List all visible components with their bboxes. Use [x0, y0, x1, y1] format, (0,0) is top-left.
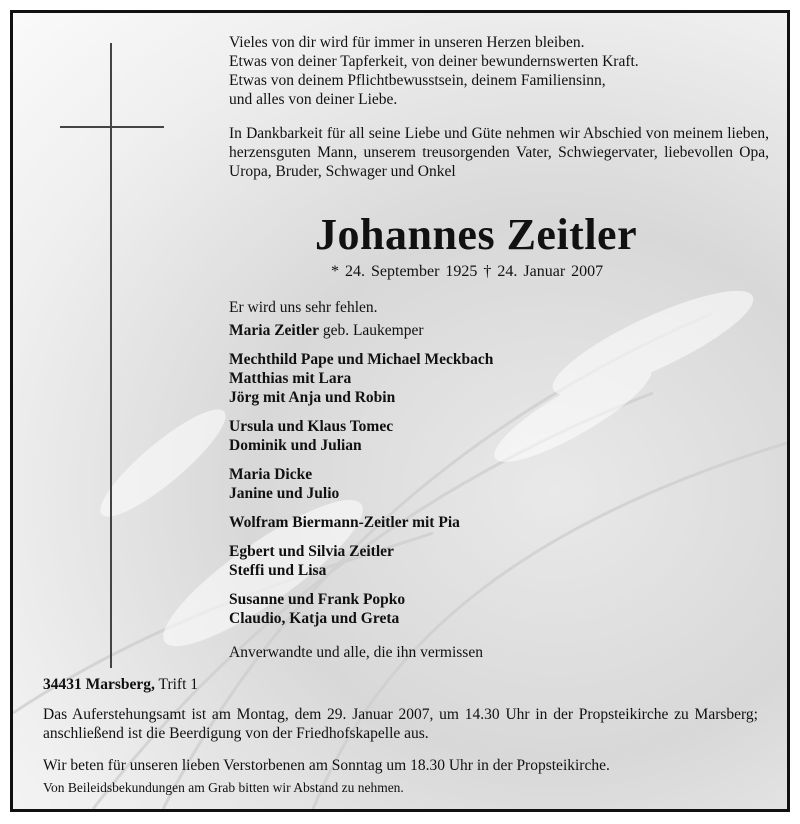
family-member: Janine und Julio [229, 485, 340, 502]
cross-icon [110, 43, 112, 668]
address-city: 34431 Marsberg, [43, 676, 155, 693]
verse-line: und alles von deiner Liebe. [229, 91, 398, 108]
verse [229, 33, 769, 109]
verse-line: Etwas von deinem Pflichtbewusstsein, deinem Familiensinn, [229, 72, 606, 89]
family-member: Susanne und Frank Popko [229, 591, 406, 608]
family-group [229, 350, 749, 407]
life-dates: * 24. September 1925 † 24. Januar 2007 [331, 263, 604, 280]
family-group [229, 321, 749, 340]
family-group [229, 417, 749, 455]
family-group [229, 590, 749, 628]
family-member: Jörg mit Anja und Robin [229, 389, 396, 406]
family-member: Mechthild Pape und Michael Meckbach [229, 351, 494, 368]
prayer-notice: Wir beten für unseren lieben Verstorbenen am Sonntag um 18.30 Uhr in der Propsteikirche. [43, 757, 610, 774]
family-member: Claudio, Katja und Greta [229, 610, 400, 627]
miss-line: Er wird uns sehr fehlen. [229, 299, 378, 316]
family-member: Steffi und Lisa [229, 562, 327, 579]
verse-line: Vieles von dir wird für immer in unseren Herzen bleiben. [229, 34, 585, 51]
wife-birth-name: geb. Laukemper [322, 322, 424, 339]
farewell-intro: In Dankbarkeit für all seine Liebe und Güte nehmen wir Abschied von meinem lieben, herzensguten Mann, unserem treusorgenden Vater, Schwiegervater, liebevollen Opa, Uropa, Bruder, Schwager und Onkel [229, 125, 769, 180]
address [43, 675, 198, 694]
family-member: Matthias mit Lara [229, 370, 352, 387]
funeral-notice: Das Auferstehungsamt ist am Montag, dem 29. Januar 2007, um 14.30 Uhr in der Propsteikirche zu Marsberg; anschließend ist die Beerdigung von der Friedhofskapelle aus. [43, 706, 758, 742]
relatives-line: Anverwandte und alle, die ihn vermissen [229, 644, 483, 661]
wife-name: Maria Zeitler [229, 322, 319, 339]
family-list [229, 321, 749, 638]
obituary-frame [10, 10, 790, 812]
family-group [229, 465, 749, 503]
family-member: Egbert und Silvia Zeitler [229, 543, 394, 560]
deceased-name: Johannes Zeitler [315, 210, 638, 259]
family-group [229, 542, 749, 580]
address-street: Trift 1 [158, 676, 199, 693]
family-group [229, 513, 749, 532]
condolence-note: Von Beileidsbekundungen am Grab bitten wir Abstand zu nehmen. [43, 780, 404, 795]
family-member: Maria Dicke [229, 466, 313, 483]
family-member: Wolfram Biermann-Zeitler mit Pia [229, 514, 460, 531]
family-member: Dominik und Julian [229, 437, 362, 454]
cross-icon-bar [60, 126, 164, 128]
verse-line: Etwas von deiner Tapferkeit, von deiner bewundernswerten Kraft. [229, 53, 639, 70]
family-member: Ursula und Klaus Tomec [229, 418, 394, 435]
